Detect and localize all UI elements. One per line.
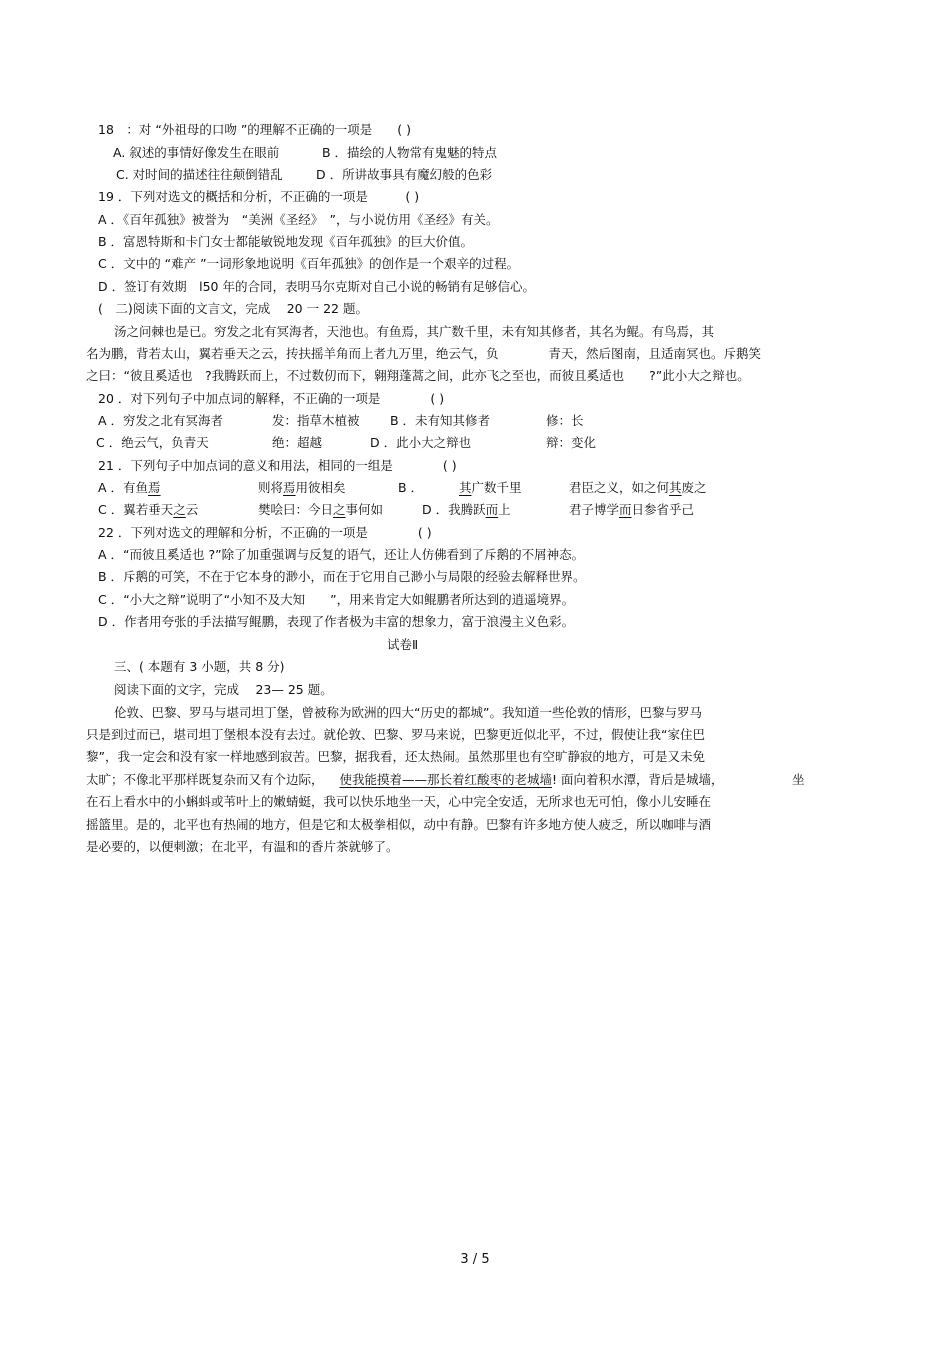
sentence-text: 樊哙曰：今日 bbox=[258, 502, 334, 517]
q21-option-d bbox=[422, 502, 511, 518]
page-number: 3 / 5 bbox=[460, 1252, 490, 1267]
q18-option-c: C. 对时间的描述往往颠倒错乱 bbox=[116, 167, 283, 182]
q18-option-a: A. 叙述的事情好像发生在眼前 bbox=[113, 145, 280, 160]
q20-option-a-explanation: 发：指草木植被 bbox=[272, 413, 360, 428]
dotted-word: 而 bbox=[485, 502, 499, 517]
q20-option-d-explanation: 辩：变化 bbox=[546, 435, 597, 450]
q21-option-b-sentence1 bbox=[459, 480, 522, 496]
q21-stem: 21 ．下列句子中加点词的意义和用法，相同的一组是 ( ) bbox=[98, 458, 457, 473]
q20-option-c: C ．绝云气，负青天 bbox=[96, 435, 209, 450]
modern-text-line: 伦敦、巴黎、罗马与堪司坦丁堡，曾被称为欧洲的四大“历史的都城”。我知道一些伦敦的情形，巴黎与罗马 bbox=[114, 705, 702, 720]
dotted-word: 其 bbox=[459, 480, 472, 495]
dotted-word: 焉 bbox=[148, 480, 161, 495]
dotted-word: 之 bbox=[173, 502, 186, 517]
q19-option-a: A ．《百年孤独》被誉为 “美洲《圣经》 ”，与小说仿用《圣经》有关。 bbox=[98, 212, 499, 227]
q21-option-b-sentence2 bbox=[569, 480, 707, 496]
q18-option-b: B ．描绘的人物常有鬼魅的特点 bbox=[322, 145, 498, 160]
modern-text-line: 摇篮里。是的，北平也有热闹的地方，但是它和太极拳相似，动中有静。巴黎有许多地方使人疲乏，所以咖啡与酒 bbox=[86, 817, 712, 832]
q21-option-a bbox=[98, 480, 161, 496]
q22-option-b: B ．斥鹅的可笑，不在于它本身的渺小，而在于它用自己渺小与局限的经验去解释世界。 bbox=[98, 569, 586, 584]
q20-option-b-explanation: 修：长 bbox=[546, 413, 584, 428]
classical-text-line: 之曰：“彼且奚适也 ?我腾跃而上，不过数仞而下，翱翔蓬蒿之间，此亦飞之至也，而彼且奚适也 ?”此小大之辩也。 bbox=[86, 368, 750, 383]
q20-option-b: B ．未有知其修者 bbox=[390, 413, 491, 428]
sentence-text: 事何如 bbox=[345, 502, 384, 517]
modern-text-line: 黎”，我一定会和没有家一样地感到寂苦。巴黎，据我看，还太热闹。虽然那里也有空旷静寂的地方，可是又未免 bbox=[86, 749, 705, 764]
dotted-word: 而 bbox=[619, 502, 632, 517]
sentence-text: 云 bbox=[185, 502, 199, 517]
q21-option-c-sentence2 bbox=[258, 502, 383, 518]
option-label: C ．翼若垂天 bbox=[98, 502, 174, 517]
q20-option-c-explanation: 绝：超越 bbox=[272, 435, 323, 450]
option-label: B ． bbox=[398, 480, 424, 495]
section3-instruction: 阅读下面的文字，完成 23— 25 题。 bbox=[114, 682, 333, 697]
q19-stem: 19 ．下列对选文的概括和分析，不正确的一项是 ( ) bbox=[98, 189, 420, 204]
paper2-title: 试卷Ⅱ bbox=[387, 637, 419, 652]
q21-option-c bbox=[98, 502, 198, 518]
q18-stem: 18 ：对 “外祖母的口吻 ”的理解不正确的一项是 ( ) bbox=[98, 122, 412, 137]
sentence-text: ! 面向着积水潭，背后是城墙， bbox=[552, 772, 724, 787]
sentence-text: 君子博学 bbox=[569, 502, 620, 517]
section2-title: ( 二)阅读下面的文言文，完成 20 一 22 题。 bbox=[98, 301, 368, 316]
q21-option-a-sentence2 bbox=[258, 480, 346, 496]
sentence-text: 用彼相矣 bbox=[295, 480, 346, 495]
q21-option-d-sentence2 bbox=[569, 502, 694, 518]
q22-option-a: A ．“而彼且奚适也 ?”除了加重强调与反复的语气，还让人仿佛看到了斥鹅的不屑神态。 bbox=[98, 547, 585, 562]
q20-option-d: D ．此小大之辩也 bbox=[370, 435, 472, 450]
modern-text-line: 在石上看水中的小蝌蚪或苇叶上的嫩蜻蜓，我可以快乐地坐一天，心中完全安适，无所求也无可怕，像小儿安睡在 bbox=[86, 794, 712, 809]
sentence-text: 广数千里 bbox=[471, 480, 522, 495]
q21-option-b bbox=[398, 480, 423, 496]
modern-text-line bbox=[86, 772, 724, 788]
q22-option-c: C ．“小大之辩”说明了“小知不及大知 ”，用来肯定大如鲲鹏者所达到的逍遥境界。 bbox=[98, 592, 575, 607]
q19-option-d: D ．签订有效期 l50 年的合同，表明马尔克斯对自己小说的畅销有足够信心。 bbox=[98, 279, 535, 294]
sentence-text: 上 bbox=[498, 502, 511, 517]
sentence-text: 废之 bbox=[681, 480, 707, 495]
sentence-text: 则将 bbox=[258, 480, 284, 495]
dotted-word: 焉 bbox=[283, 480, 296, 495]
dotted-word: 其 bbox=[669, 480, 682, 495]
sentence-text: 太旷；不像北平那样既复杂而又有个边际， bbox=[86, 772, 324, 787]
option-label: A ．有鱼 bbox=[98, 480, 149, 495]
classical-text-line: 名为鹏，背若太山，翼若垂天之云，抟扶摇羊角而上者九万里，绝云气，负 青天，然后图南，且适南冥也。斥鹅笑 bbox=[86, 346, 762, 361]
underlined-sentence: 使我能摸着——那长着红酸枣的老城墙 bbox=[339, 772, 553, 787]
modern-text-line: 是必要的，以便刺激；在北平，有温和的香片茶就够了。 bbox=[86, 839, 399, 854]
modern-text-line: 只是到过而已，堪司坦丁堡根本没有去过。就伦敦、巴黎、罗马来说，巴黎更近似北平，不过，假使让我“家住巴 bbox=[86, 727, 705, 742]
modern-text-line-end: 坐 bbox=[792, 772, 805, 787]
dotted-word: 之 bbox=[333, 502, 346, 517]
option-label: D ．我腾跃 bbox=[422, 502, 486, 517]
section3-title: 三、( 本题有 3 小题，共 8 分) bbox=[114, 659, 285, 674]
q22-stem: 22 ．下列对选文的理解和分析，不正确的一项是 ( ) bbox=[98, 525, 432, 540]
q22-option-d: D ．作者用夸张的手法描写鲲鹏，表现了作者极为丰富的想象力，富于浪漫主义色彩。 bbox=[98, 614, 575, 629]
sentence-text: 君臣之义，如之何 bbox=[569, 480, 670, 495]
q20-option-a: A ．穷发之北有冥海者 bbox=[98, 413, 224, 428]
classical-text-line: 汤之问棘也是已。穷发之北有冥海者，天池也。有鱼焉，其广数千里，未有知其修者，其名为鲲。有鸟焉，其 bbox=[114, 324, 715, 339]
q19-option-b: B ．富恩特斯和卡门女士都能敏锐地发现《百年孤独》的巨大价值。 bbox=[98, 234, 474, 249]
sentence-text: 日参省乎己 bbox=[631, 502, 695, 517]
q18-option-d: D ．所讲故事具有魔幻般的色彩 bbox=[316, 167, 493, 182]
q20-stem: 20 ．对下列句子中加点词的解释，不正确的一项是 ( ) bbox=[98, 391, 445, 406]
q19-option-c: C ．文中的 “难产 ”一词形象地说明《百年孤独》的创作是一个艰辛的过程。 bbox=[98, 256, 520, 271]
